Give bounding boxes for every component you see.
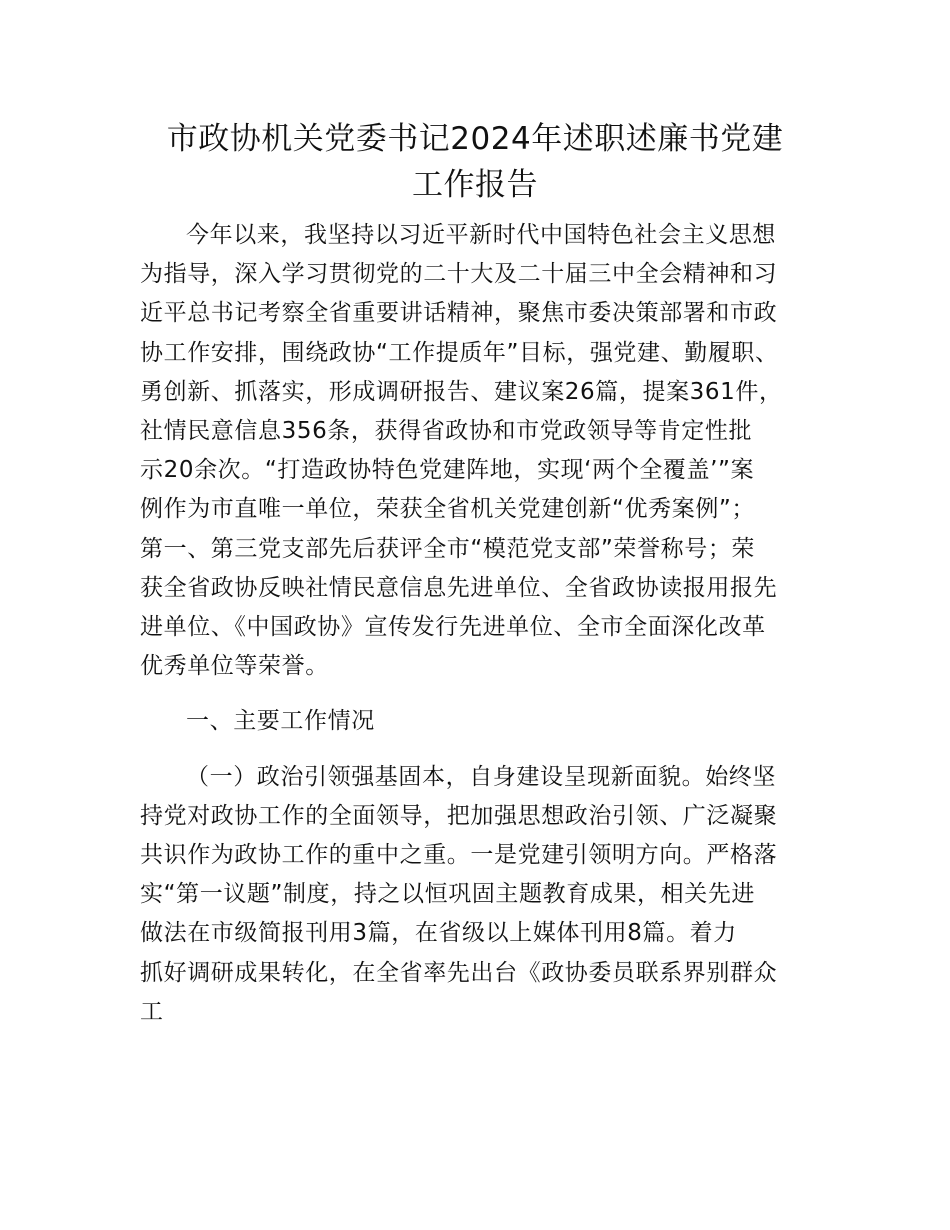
text-line: 工: [140, 998, 164, 1025]
text-line: 做法在市级简报刊用3篇，在省级以上媒体刊用8篇。着力: [140, 920, 737, 947]
title-line: 市政协机关党委书记2024年述职述廉书党建: [166, 121, 784, 157]
text-line: 今年以来，我坚持以习近平新时代中国特色社会主义思想: [186, 222, 776, 248]
section-heading: [140, 702, 830, 741]
section-heading-text: 一、主要工作情况: [186, 708, 375, 735]
intro-paragraph: [140, 216, 830, 686]
text-line: 进单位、《中国政协》宣传发行先进单位、全市全面深化改革: [140, 614, 766, 641]
title-line: 工作报告: [412, 167, 538, 203]
text-line: （一）政治引领强基固本，自身建设呈现新面貌。始终坚: [186, 763, 776, 790]
text-line: 勇创新、抓落实，形成调研报告、建议案26篇，提案361件，: [140, 378, 783, 405]
text-line: 获全省政协反映社情民意信息先进单位、全省政协读报用报先: [140, 574, 778, 601]
text-line: 共识作为政协工作的重中之重。一是党建引领明方向。严格落: [140, 842, 778, 869]
text-line: 持党对政协工作的全面领导，把加强思想政治引领、广泛凝聚: [140, 802, 778, 829]
text-line: 示20余次。“打造政协特色党建阵地，实现‘两个全覆盖’”案: [140, 457, 755, 484]
text-line: 近平总书记考察全省重要讲话精神，聚焦市委决策部署和市政: [140, 300, 778, 327]
document-title: [140, 116, 810, 208]
text-line: 为指导，深入学习贯彻党的二十大及二十届三中全会精神和习: [140, 261, 778, 288]
section-paragraph: [140, 758, 830, 1032]
text-line: 协工作安排，围绕政协“工作提质年”目标，强党建、勤履职、: [140, 339, 779, 366]
text-line: 第一、第三党支部先后获评全市“模范党支部”荣誉称号；荣: [140, 535, 756, 562]
text-line: 社情民意信息356条，获得省政协和市党政领导等肯定性批: [140, 418, 753, 445]
text-line: 优秀单位等荣誉。: [140, 653, 329, 680]
text-line: 例作为市直唯一单位，荣获全省机关党建创新“优秀案例”；: [140, 496, 756, 523]
text-line: 抓好调研成果转化，在全省率先出台《政协委员联系界别群众: [140, 959, 778, 986]
text-line: 实“第一议题”制度，持之以恒巩固主题教育成果，相关先进: [140, 881, 756, 908]
document-body: [140, 216, 830, 1032]
